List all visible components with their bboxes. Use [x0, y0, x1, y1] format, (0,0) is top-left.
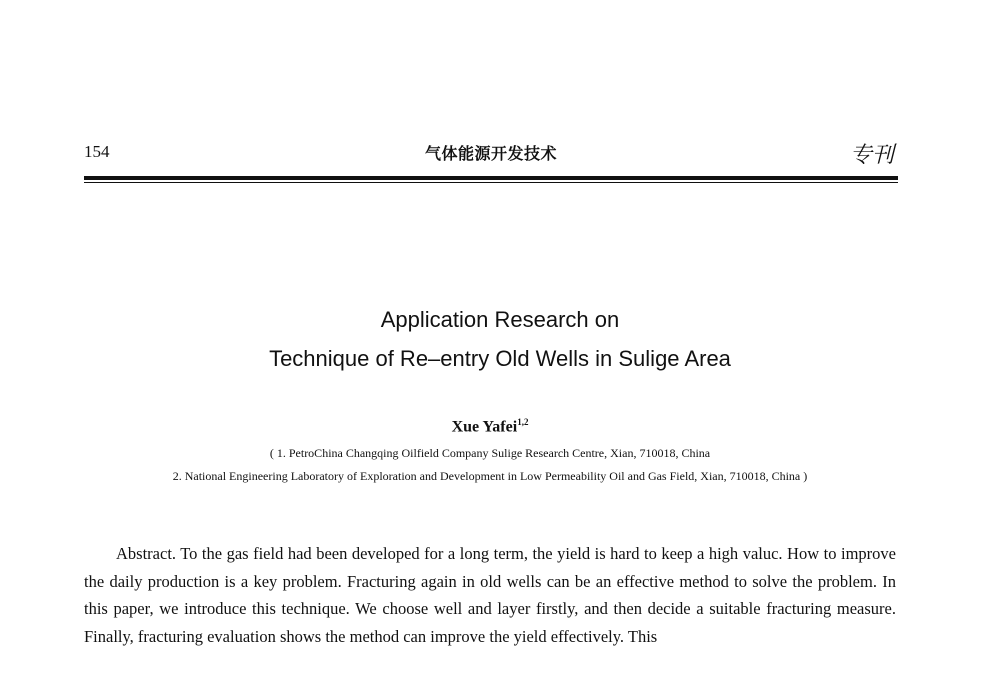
- header-rule-thick: [84, 176, 898, 180]
- title-line-2: Technique of Re–entry Old Wells in Sulige Area: [269, 346, 731, 371]
- header-rule-thin: [84, 182, 898, 183]
- affiliation-2: 2. National Engineering Laboratory of Exploration and Development in Low Permeability Oil and Gas Field, Xian, 710018, China ): [172, 469, 808, 483]
- abstract-text: Abstract. To the gas field had been developed for a long term, the yield is hard to keep a high valuc. How to improve the daily production is a key problem. Fracturing again in old wells can be an effective method to solve the problem. In this paper, we introduce this technique. We choose well and layer firstly, and then decide a suitable fracturing measure. Finally, fracturing evaluation shows the method can improve the yield effectively. This: [84, 544, 896, 646]
- journal-name: 气体能源开发技术: [424, 144, 557, 163]
- page-header: [84, 138, 898, 166]
- author-name: Xue Yafei: [451, 418, 518, 436]
- title-line-1: Application Research on: [380, 307, 620, 332]
- author: [0, 417, 980, 436]
- special-issue-label: 专刊: [849, 143, 894, 168]
- page-number: 154: [84, 142, 110, 161]
- author-affiliation-marks: 1,2: [517, 417, 529, 427]
- affiliation-1: ( 1. PetroChina Changqing Oilfield Company Sulige Research Centre, Xian, 710018, China: [269, 446, 711, 460]
